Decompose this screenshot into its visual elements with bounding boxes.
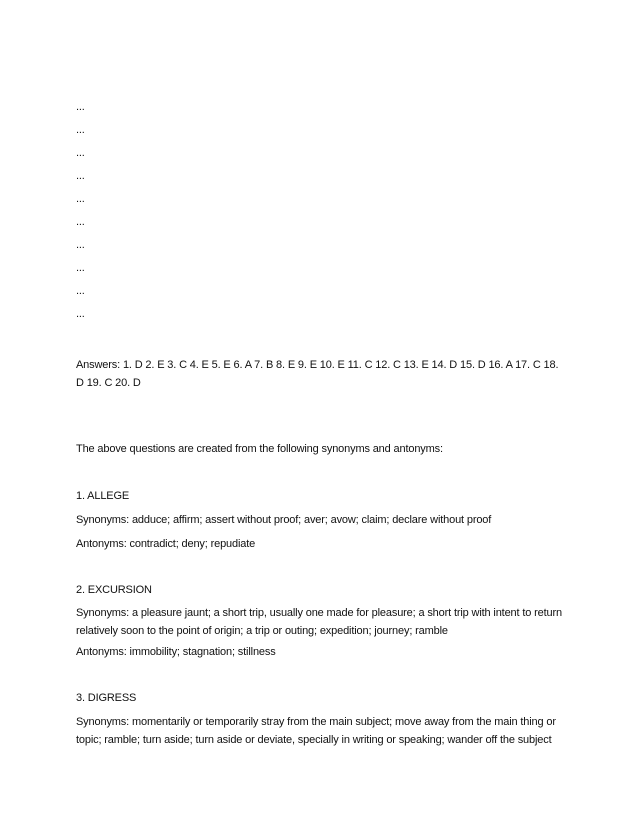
ellipsis-line: ... — [76, 262, 85, 274]
entry-heading: 1. ALLEGE — [76, 490, 130, 502]
ellipsis-line: ... — [76, 285, 85, 297]
ellipsis-line: ... — [76, 216, 85, 228]
entry-antonyms: Antonyms: contradict; deny; repudiate — [76, 538, 256, 550]
ellipsis-line: ... — [76, 147, 85, 159]
intro-paragraph: The above questions are created from the following synonyms and antonyms: — [76, 443, 443, 455]
ellipsis-line: ... — [76, 170, 85, 182]
entry-synonyms: Synonyms: adduce; affirm; assert without proof; aver; avow; claim; declare without proof — [76, 514, 492, 526]
entry-heading: 3. DIGRESS — [76, 692, 137, 704]
ellipsis-line: ... — [76, 193, 85, 205]
entry-heading: 2. EXCURSION — [76, 584, 152, 596]
ellipsis-line: ... — [76, 124, 85, 136]
entry-synonyms: Synonyms: a pleasure jaunt; a short trip, usually one made for pleasure; a short trip with intent to return relatively soon to the point of origin; a trip or outing; expedition; journey; ramble — [76, 607, 562, 637]
answers-paragraph: Answers: 1. D 2. E 3. C 4. E 5. E 6. A 7. B 8. E 9. E 10. E 11. C 12. C 13. E 14. D 15. D 16. A 17. C 18. D 19. C 20. D — [76, 359, 559, 389]
ellipsis-line: ... — [76, 308, 85, 320]
ellipsis-line: ... — [76, 239, 85, 251]
entry-antonyms: Antonyms: immobility; stagnation; stillness — [76, 646, 276, 658]
ellipsis-line: ... — [76, 101, 85, 113]
entry-synonyms: Synonyms: momentarily or temporarily stray from the main subject; move away from the main thing or topic; ramble; turn aside; turn aside or deviate, specially in writing or speaking; wander off the subject — [76, 716, 556, 746]
